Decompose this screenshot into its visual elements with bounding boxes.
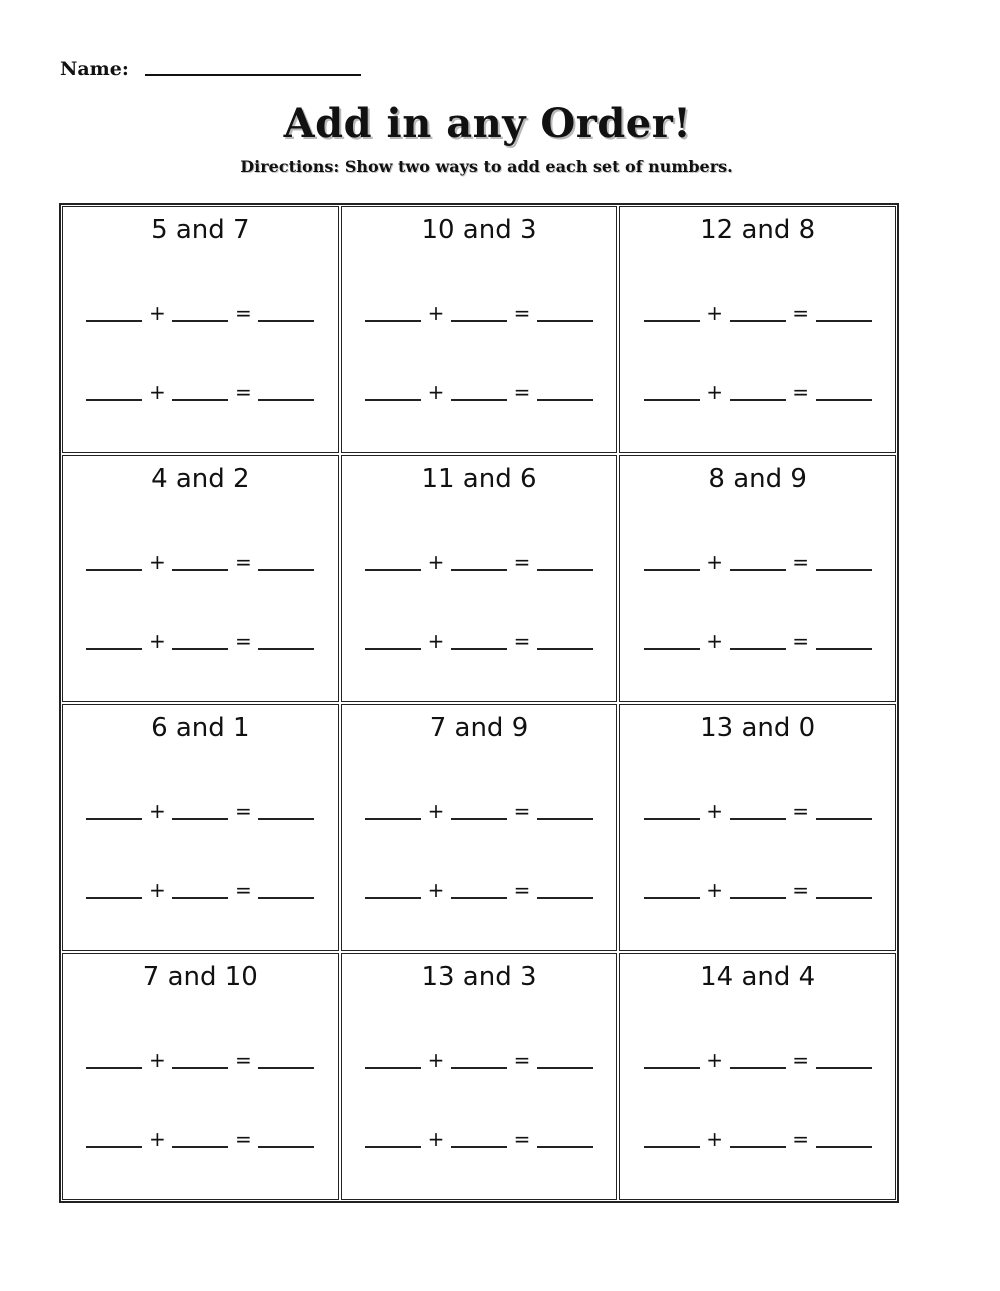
addend-blank[interactable] [365, 320, 421, 322]
equals-sign: = [792, 550, 810, 574]
plus-sign: + [148, 799, 166, 823]
problem-cell [619, 455, 896, 702]
equation-row-second [620, 630, 895, 652]
sum-blank[interactable] [537, 569, 593, 571]
sum-blank[interactable] [258, 897, 314, 899]
plus-sign: + [148, 1127, 166, 1151]
plus-sign: + [706, 629, 724, 653]
addend-blank[interactable] [172, 399, 228, 401]
equals-sign: = [792, 878, 810, 902]
sum-blank[interactable] [258, 1067, 314, 1069]
problem-cell [619, 206, 896, 453]
problem-cell [619, 953, 896, 1200]
plus-sign: + [148, 301, 166, 325]
addend-blank[interactable] [86, 320, 142, 322]
equals-sign: = [792, 629, 810, 653]
addend-blank[interactable] [365, 897, 421, 899]
equation-row-first [342, 1049, 617, 1071]
sum-blank[interactable] [537, 648, 593, 650]
equation-row-first [342, 551, 617, 573]
plus-sign: + [427, 301, 445, 325]
sum-blank[interactable] [537, 320, 593, 322]
equals-sign: = [792, 799, 810, 823]
problem-label: 14 and 4 [700, 962, 816, 992]
equation-row-second [63, 879, 338, 901]
addend-blank[interactable] [86, 1067, 142, 1069]
sum-blank[interactable] [258, 648, 314, 650]
addend-blank[interactable] [365, 1146, 421, 1148]
equals-sign: = [513, 301, 531, 325]
plus-sign: + [427, 629, 445, 653]
equation-row-second [63, 630, 338, 652]
equals-sign: = [234, 550, 252, 574]
sum-blank[interactable] [258, 1146, 314, 1148]
sum-blank[interactable] [258, 818, 314, 820]
equation-row-first [620, 1049, 895, 1071]
addend-blank[interactable] [730, 1067, 786, 1069]
addend-blank[interactable] [172, 1067, 228, 1069]
equation-row-second [342, 630, 617, 652]
sum-blank[interactable] [258, 399, 314, 401]
addend-blank[interactable] [451, 399, 507, 401]
addend-blank[interactable] [730, 1146, 786, 1148]
addend-blank[interactable] [451, 1067, 507, 1069]
problem-label: 8 and 9 [708, 464, 807, 494]
addend-blank[interactable] [730, 818, 786, 820]
sum-blank[interactable] [258, 569, 314, 571]
addend-blank[interactable] [451, 1146, 507, 1148]
equation-row-first [63, 302, 338, 324]
equals-sign: = [234, 1127, 252, 1151]
addend-blank[interactable] [644, 569, 700, 571]
plus-sign: + [148, 1048, 166, 1072]
addend-blank[interactable] [644, 897, 700, 899]
problem-label: 7 and 10 [142, 962, 258, 992]
sum-blank[interactable] [816, 1067, 872, 1069]
sum-blank[interactable] [537, 897, 593, 899]
addend-blank[interactable] [644, 320, 700, 322]
addend-blank[interactable] [451, 897, 507, 899]
sum-blank[interactable] [537, 1146, 593, 1148]
addend-blank[interactable] [730, 320, 786, 322]
addend-blank[interactable] [730, 569, 786, 571]
addend-blank[interactable] [730, 399, 786, 401]
addend-blank[interactable] [86, 897, 142, 899]
equals-sign: = [513, 380, 531, 404]
problem-label: 7 and 9 [429, 713, 529, 743]
equals-sign: = [792, 301, 810, 325]
equation-row-second [342, 1128, 617, 1150]
equals-sign: = [513, 550, 531, 574]
sum-blank[interactable] [816, 897, 872, 899]
equation-row-second [620, 879, 895, 901]
sum-blank[interactable] [816, 320, 872, 322]
equation-row-first [620, 551, 895, 573]
addend-blank[interactable] [451, 569, 507, 571]
problem-cell [62, 953, 339, 1200]
addend-blank[interactable] [644, 648, 700, 650]
equals-sign: = [792, 1048, 810, 1072]
name-row [60, 58, 361, 80]
name-label: Name: [60, 58, 129, 80]
problem-cell [62, 704, 339, 951]
equals-sign: = [513, 1127, 531, 1151]
addend-blank[interactable] [451, 648, 507, 650]
equation-row-second [63, 1128, 338, 1150]
equation-row-first [63, 551, 338, 573]
problem-label: 5 and 7 [151, 215, 250, 245]
addend-blank[interactable] [172, 569, 228, 571]
addend-blank[interactable] [644, 399, 700, 401]
equals-sign: = [234, 1048, 252, 1072]
sum-blank[interactable] [816, 399, 872, 401]
plus-sign: + [427, 799, 445, 823]
plus-sign: + [706, 1127, 724, 1151]
sum-blank[interactable] [816, 569, 872, 571]
equation-row-second [620, 381, 895, 403]
plus-sign: + [427, 878, 445, 902]
plus-sign: + [427, 550, 445, 574]
addend-blank[interactable] [172, 1146, 228, 1148]
problem-cell [62, 455, 339, 702]
equation-row-first [342, 302, 617, 324]
plus-sign: + [427, 380, 445, 404]
worksheet-title: Add in any Order! [283, 100, 692, 147]
addend-blank[interactable] [86, 818, 142, 820]
problem-label: 4 and 2 [151, 464, 250, 494]
plus-sign: + [706, 878, 724, 902]
equals-sign: = [792, 1127, 810, 1151]
problem-cell [341, 206, 618, 453]
addend-blank[interactable] [451, 320, 507, 322]
plus-sign: + [706, 799, 724, 823]
plus-sign: + [427, 1048, 445, 1072]
plus-sign: + [706, 380, 724, 404]
addend-blank[interactable] [365, 648, 421, 650]
sum-blank[interactable] [537, 818, 593, 820]
problem-cell [341, 953, 618, 1200]
equation-row-first [63, 1049, 338, 1071]
sum-blank[interactable] [537, 1067, 593, 1069]
addend-blank[interactable] [86, 399, 142, 401]
plus-sign: + [427, 1127, 445, 1151]
equals-sign: = [513, 1048, 531, 1072]
equals-sign: = [234, 629, 252, 653]
problem-label: 13 and 3 [421, 962, 537, 992]
addend-blank[interactable] [365, 818, 421, 820]
problem-cell [341, 455, 618, 702]
equals-sign: = [513, 878, 531, 902]
addend-blank[interactable] [86, 1146, 142, 1148]
plus-sign: + [148, 380, 166, 404]
equals-sign: = [234, 878, 252, 902]
problem-grid [59, 203, 899, 1203]
equation-row-first [620, 800, 895, 822]
addend-blank[interactable] [86, 648, 142, 650]
equation-row-first [342, 800, 617, 822]
equals-sign: = [234, 301, 252, 325]
problem-label: 10 and 3 [421, 215, 537, 245]
problem-label: 13 and 0 [700, 713, 816, 743]
name-blank-line[interactable] [145, 74, 361, 76]
plus-sign: + [148, 629, 166, 653]
equation-row-second [342, 381, 617, 403]
plus-sign: + [706, 301, 724, 325]
addend-blank[interactable] [644, 1067, 700, 1069]
problem-cell [62, 206, 339, 453]
addend-blank[interactable] [365, 399, 421, 401]
addend-blank[interactable] [172, 320, 228, 322]
plus-sign: + [148, 550, 166, 574]
equals-sign: = [792, 380, 810, 404]
addend-blank[interactable] [172, 818, 228, 820]
sum-blank[interactable] [816, 648, 872, 650]
problem-label: 12 and 8 [700, 215, 816, 245]
equation-row-second [620, 1128, 895, 1150]
equation-row-second [63, 381, 338, 403]
equation-row-first [620, 302, 895, 324]
equals-sign: = [234, 799, 252, 823]
plus-sign: + [706, 550, 724, 574]
addend-blank[interactable] [730, 897, 786, 899]
addend-blank[interactable] [451, 818, 507, 820]
directions-text: Directions: Show two ways to add each set of numbers. [240, 157, 733, 176]
problem-cell [341, 704, 618, 951]
equals-sign: = [513, 629, 531, 653]
addend-blank[interactable] [644, 1146, 700, 1148]
sum-blank[interactable] [258, 320, 314, 322]
addend-blank[interactable] [86, 569, 142, 571]
problem-cell [619, 704, 896, 951]
sum-blank[interactable] [816, 818, 872, 820]
plus-sign: + [706, 1048, 724, 1072]
sum-blank[interactable] [816, 1146, 872, 1148]
addend-blank[interactable] [730, 648, 786, 650]
equals-sign: = [234, 380, 252, 404]
equation-row-first [63, 800, 338, 822]
equation-row-second [342, 879, 617, 901]
addend-blank[interactable] [365, 569, 421, 571]
plus-sign: + [148, 878, 166, 902]
addend-blank[interactable] [365, 1067, 421, 1069]
equals-sign: = [513, 799, 531, 823]
addend-blank[interactable] [172, 897, 228, 899]
problem-label: 11 and 6 [421, 464, 537, 494]
addend-blank[interactable] [644, 818, 700, 820]
problem-label: 6 and 1 [151, 713, 250, 743]
sum-blank[interactable] [537, 399, 593, 401]
addend-blank[interactable] [172, 648, 228, 650]
